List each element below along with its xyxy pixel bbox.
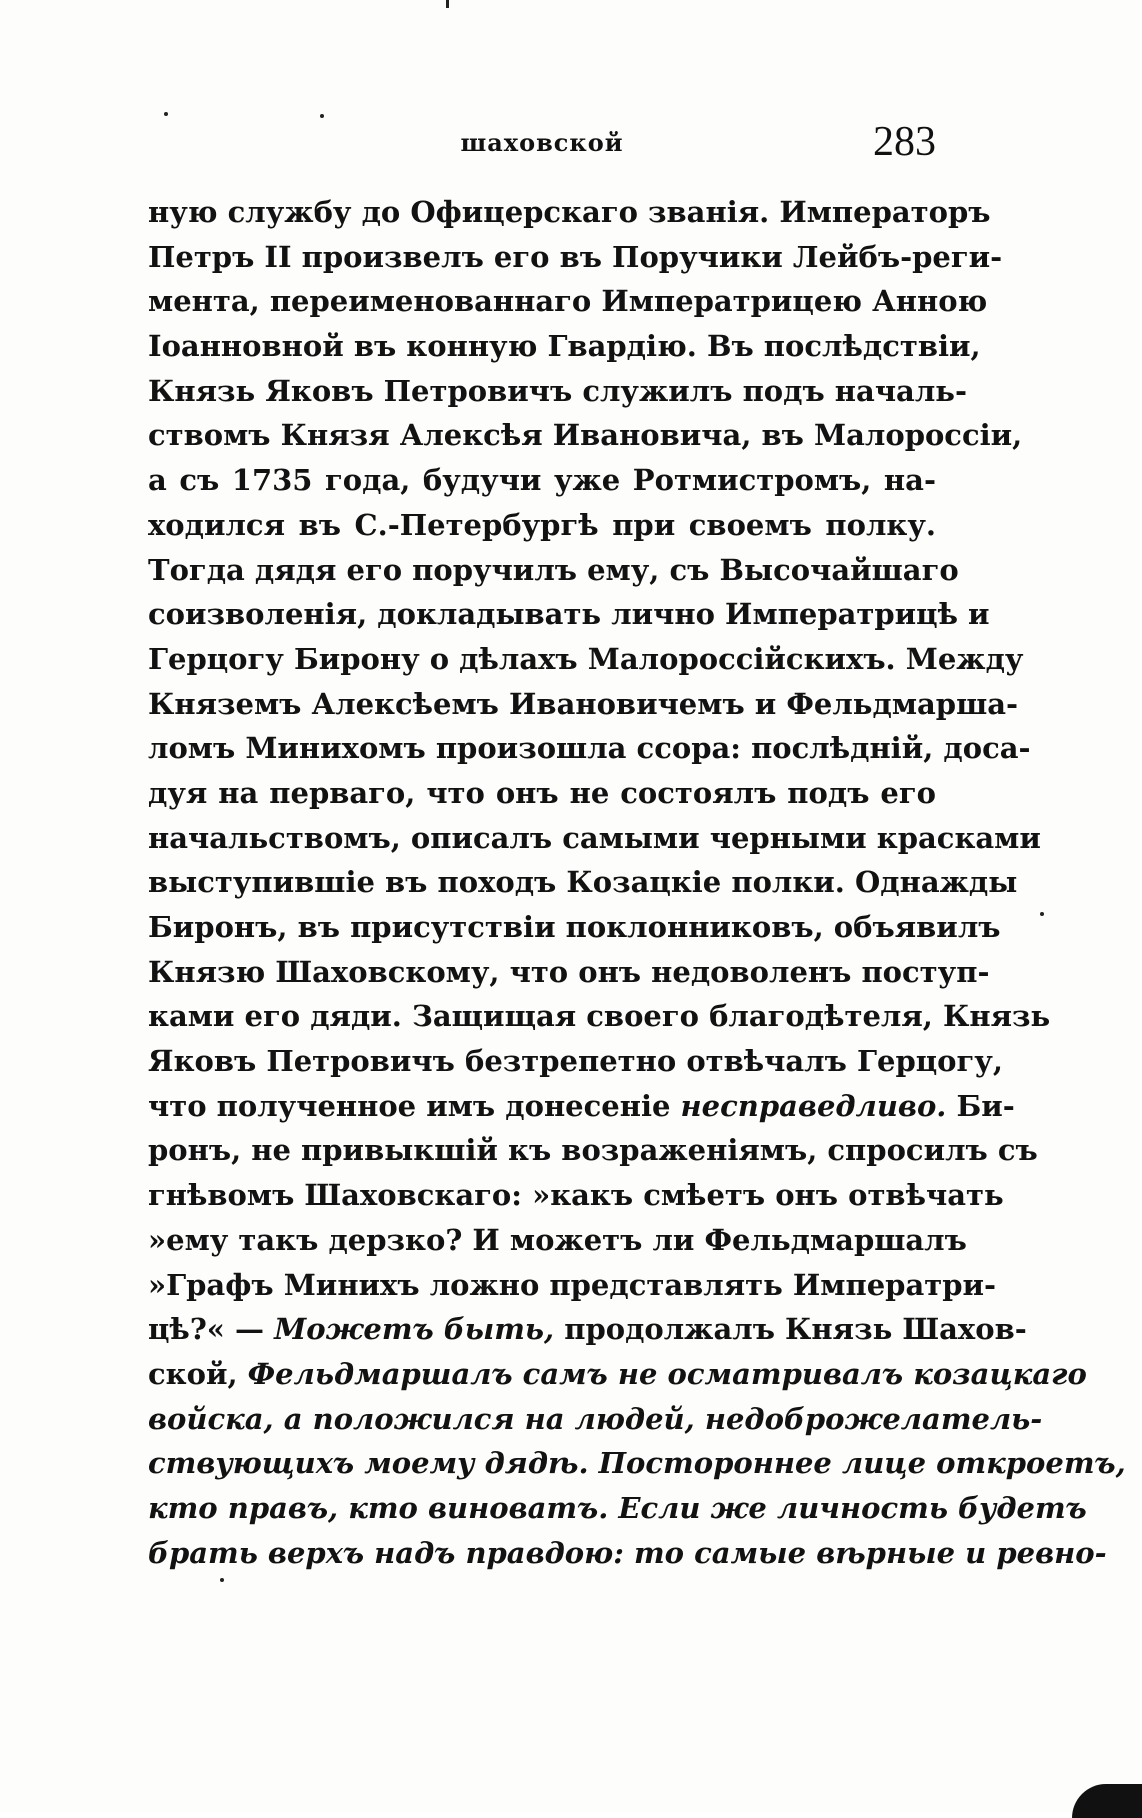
text-line: соизволенія, докладывать лично Императрицѣ и	[148, 597, 990, 632]
text-line: Герцогу Бирону о дѣлахъ Малороссійскихъ. Между	[148, 641, 1024, 676]
text-line: ронъ, не привыкшій къ возраженіямъ, спросилъ съ	[148, 1133, 1038, 1168]
text-line: ную службу до Офицерскаго званія. Императоръ	[148, 195, 991, 229]
text-line-italic: ствующихъ моему дядѣ. Постороннее лице откроетъ,	[148, 1446, 1126, 1481]
scan-speck	[1040, 912, 1044, 916]
text-line: мента, переименованнаго Императрицею Анною	[148, 284, 988, 319]
scan-tick-mark	[446, 0, 449, 8]
scan-speck	[220, 1578, 224, 1582]
line-segment-italic: Фельдмаршалъ самъ не осматривалъ козацкаго	[247, 1356, 1087, 1391]
line-segment: ской,	[148, 1356, 248, 1391]
text-line: начальствомъ, описалъ самыми черными красками	[148, 820, 1041, 855]
scan-speck	[320, 114, 324, 118]
line-segment: продолжалъ Князь Шахов-	[554, 1312, 1027, 1347]
text-line: Князь Яковъ Петровичъ служилъ подъ началь-	[148, 373, 968, 408]
text-line-italic: войска, а положился на людей, недоброжелатель-	[148, 1401, 1043, 1436]
text-line: »Графъ Минихъ ложно представлять Императри-	[148, 1267, 997, 1302]
text-line: ками его дяди. Защищая своего благодѣтеля, Князь	[148, 999, 1051, 1034]
scan-speck	[164, 112, 168, 116]
running-head: шаховской	[460, 128, 624, 157]
page-header	[148, 118, 936, 168]
text-line: ствомъ Князя Алексѣя Ивановича, въ Малороссіи,	[148, 418, 1023, 453]
scan-edge-mark	[1072, 1784, 1142, 1818]
text-line-italic: кто правъ, кто виноватъ. Если же личность будетъ	[148, 1490, 1087, 1525]
text-line: Князю Шаховскому, что онъ недоволенъ поступ-	[148, 954, 990, 989]
text-line: дуя на перваго, что онъ не состоялъ подъ его	[148, 775, 936, 810]
line-segment: Би-	[946, 1088, 1015, 1123]
text-line: Петръ II произвелъ его въ Поручики Лейбъ-реги-	[148, 239, 1003, 274]
text-line: Тогда дядя его поручилъ ему, съ Высочайшаго	[148, 552, 959, 587]
text-line: ломъ Минихомъ произошла ссора: послѣдній, доса-	[148, 731, 1031, 766]
text-line-mixed	[148, 1084, 1015, 1129]
text-line-italic: брать верхъ надъ правдою: то самые вѣрные и ревно-	[148, 1535, 1107, 1570]
text-line: Яковъ Петровичъ безтрепетно отвѣчалъ Герцогу,	[148, 1044, 1003, 1079]
text-line: Іоанновной въ конную Гвардію. Въ послѣдствіи,	[148, 329, 981, 364]
text-line: Княземъ Алексѣемъ Ивановичемъ и Фельдмарша-	[148, 686, 1019, 721]
text-line: »ему такъ дерзко? И можетъ ли Фельдмаршалъ	[148, 1222, 967, 1257]
text-line-mixed	[148, 1352, 1087, 1397]
text-line: гнѣвомъ Шаховскаго: »какъ смѣетъ онъ отвѣчать	[148, 1178, 1004, 1213]
text-line: ходился въ С.-Петербургѣ при своемъ полку.	[148, 507, 936, 542]
line-segment-italic: Можетъ быть,	[274, 1312, 555, 1347]
page-number: 283	[873, 119, 936, 165]
line-segment: что полученное имъ донесеніе	[148, 1088, 681, 1123]
text-line: Биронъ, въ присутствіи поклонниковъ, объявилъ	[148, 910, 1001, 944]
text-line: выступившіе въ походъ Козацкіе полки. Однажды	[148, 865, 1018, 900]
text-line: а съ 1735 года, будучи уже Ротмистромъ, на-	[148, 463, 936, 498]
line-segment-italic: несправедливо.	[680, 1088, 947, 1123]
text-line-mixed	[148, 1307, 1027, 1352]
line-segment: цѣ?« —	[148, 1312, 275, 1347]
body-text	[148, 190, 1126, 1575]
